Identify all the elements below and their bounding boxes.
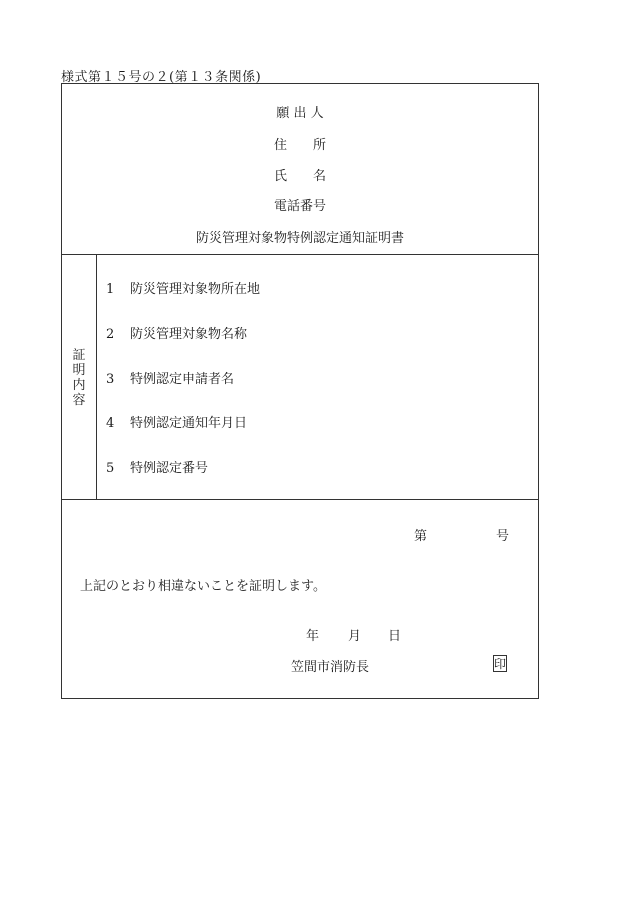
item-number: 2 [106,327,115,342]
issuing-authority: 笠間市消防長 [291,660,370,675]
label-char: 証 [72,348,86,363]
number-prefix: 第 [414,529,428,544]
item-label: 特例認定番号 [130,461,209,476]
certification-label-column [62,254,97,499]
certification-section [62,254,538,500]
issuer-section [62,499,538,699]
item-label: 防災管理対象物名称 [130,327,248,342]
document-title: 防災管理対象物特例認定通知証明書 [195,231,404,246]
item-label: 特例認定申請者名 [130,372,235,387]
item-number: 4 [106,416,115,431]
name-label: 氏 名 [273,169,326,184]
official-seal: 印 [494,657,507,671]
date-day: 日 [388,629,402,644]
address-label: 住 所 [273,138,326,153]
label-char: 内 [72,378,86,393]
certification-item [106,323,247,342]
certification-item [106,368,234,387]
certificate-frame [61,83,539,699]
item-number: 3 [106,372,115,387]
applicant-section [62,84,538,255]
date-month: 月 [348,629,362,644]
certification-vertical-label [62,348,96,408]
certification-item [106,412,247,431]
phone-label: 電話番号 [273,199,326,214]
date-year: 年 [306,629,320,644]
item-label: 特例認定通知年月日 [130,416,248,431]
certification-item [106,457,208,476]
certification-item [106,278,260,297]
item-number: 1 [106,282,115,297]
item-number: 5 [106,461,115,476]
label-char: 容 [72,393,86,408]
number-suffix: 号 [496,529,510,544]
applicant-heading: 願 出 人 [276,106,324,121]
item-label: 防災管理対象物所在地 [130,282,261,297]
form-number: 様式第１５号の２(第１３条関係) [61,70,262,85]
certification-statement: 上記のとおり相違ないことを証明します。 [80,579,326,594]
label-char: 明 [72,363,86,378]
